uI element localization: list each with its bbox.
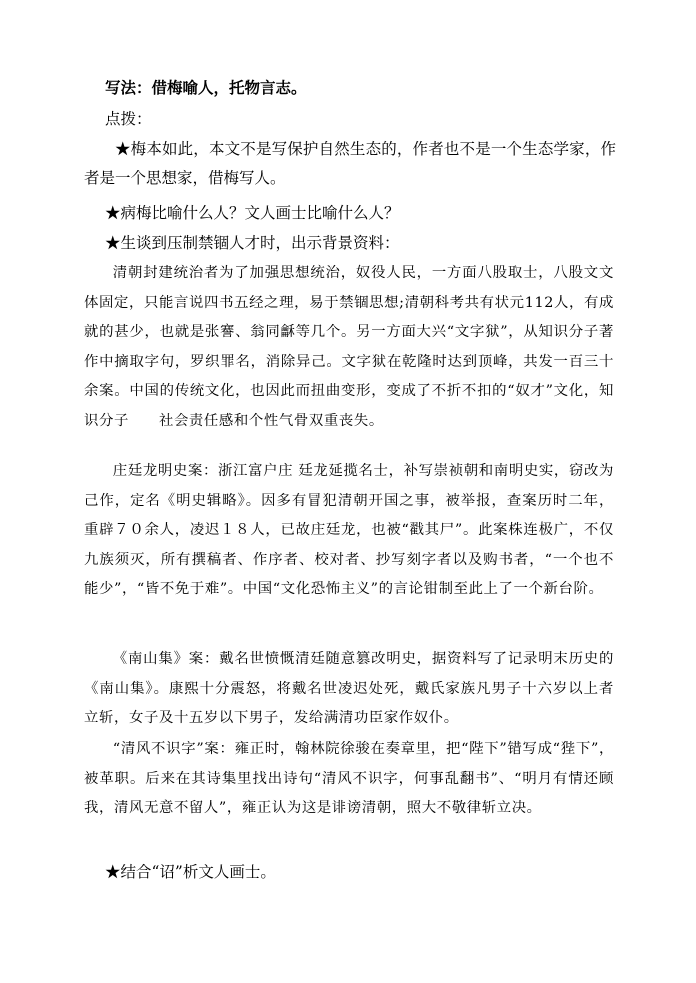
background-paragraph-mingshi-case: 庄廷龙明史案：浙江富户庄 廷龙延揽名士，补写崇祯朝和南明史实，窃改为己作，定名《明史辑略》。因多有冒犯清朝开国之事，被举报，查案历时二年，重辟７０余人，凌迟１８人，已故庄廷龙，也被“戳其尸”。此案株连极广，不仅九族须灭，所有撰稿者、作序者、校对者、抄写刻字者以及购书者，“一个也不能少”，“皆不免于难”。中国“文化恐怖主义”的言论钳制至此上了一个新台阶。 bbox=[84, 463, 614, 597]
background-paragraph-nanshanji-case: 《南山集》案：戴名世愤慨清廷随意篡改明史，据资料写了记录明末历史的《南山集》。康熙十分震怒，将戴名世凌迟处死，戴氏家族凡男子十六岁以上者立斩，女子及十五岁以下男子，发给满清功臣家作奴仆。 bbox=[84, 651, 614, 726]
hint-label: 点拨： bbox=[105, 110, 152, 128]
background-paragraph-qingfeng-case: “清风不识字”案：雍正时，翰林院徐骏在奏章里，把“陛下”错写成“狴下”，被革职。后来在其诗集里找出诗句“清风不识字，何事乱翻书”、“明月有情还顾我，清风无意不留人”，雍正认为这是诽谤清朝，照大不敬律斩立决。 bbox=[84, 741, 614, 816]
star-point-4: ★结合“诏”析文人画士。 bbox=[105, 863, 276, 881]
method-heading: 写法：借梅喻人，托物言志。 bbox=[105, 78, 307, 97]
star-point-2: ★病梅比喻什么人？文人画士比喻什么人？ bbox=[105, 204, 400, 222]
star-point-1: ★梅本如此，本文不是写保护自然生态的，作者也不是一个生态学家，作者是一个思想家，借梅写人。 bbox=[84, 140, 616, 187]
background-paragraph-examination: 清朝封建统治者为了加强思想统治，奴役人民，一方面八股取士，八股文文体固定，只能言说四书五经之理，易于禁锢思想;清朝科考共有状元112人，有成就的甚少，也就是张謇、翁同龢等几个。另一方面大兴“文字狱”，从知识分子著作中摘取字句，罗织罪名，消除异己。文字狱在乾隆时达到顶峰，共发一百三十余案。中国的传统文化，也因此而扭曲变形，变成了不折不扣的“奴才”文化，知识分子 社会责任感和个性气骨双重丧失。 bbox=[84, 265, 614, 429]
star-point-3: ★生谈到压制禁锢人才时，出示背景资料： bbox=[105, 234, 400, 252]
